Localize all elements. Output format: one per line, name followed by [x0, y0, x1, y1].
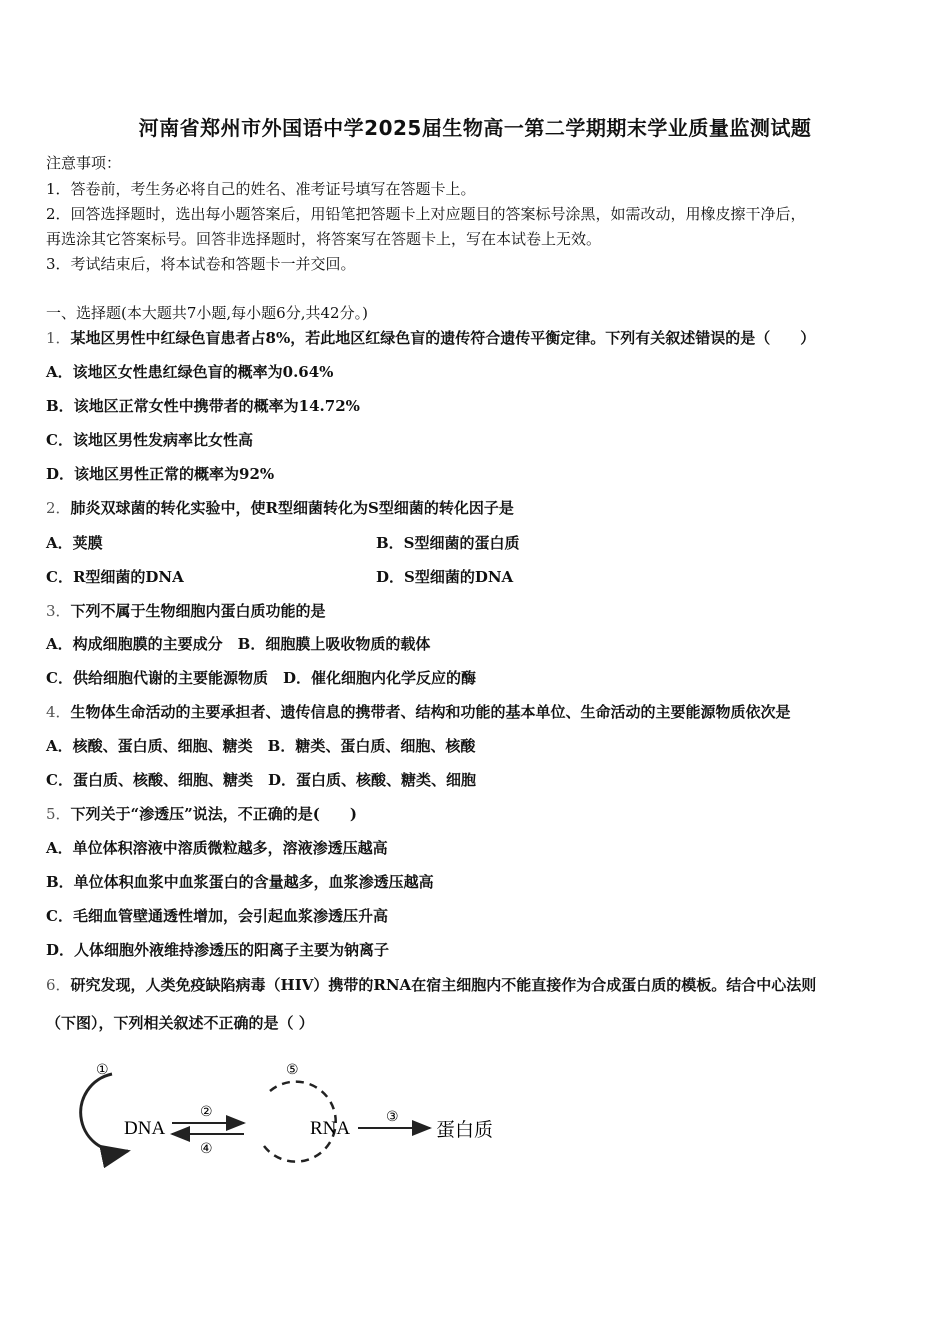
option: C．供给细胞代谢的主要能源物质 D．催化细胞内化学反应的酶 [46, 669, 476, 687]
question-text: 研究发现，人类免疫缺陷病毒（HIV）携带的RNA在宿主细胞内不能直接作为合成蛋白质的模板。结合中心法则 [70, 976, 817, 994]
section-heading: 一、选择题(本大题共7小题,每小题6分,共42分。) [46, 304, 368, 322]
question-4 [46, 701, 791, 722]
question-number: 3． [46, 602, 71, 620]
label-4: ④ [200, 1141, 213, 1157]
question-number: 2． [46, 499, 71, 517]
label-3: ③ [386, 1109, 399, 1125]
rna-label: RNA [310, 1118, 351, 1139]
question-1 [46, 327, 815, 348]
option: A．单位体积溶液中溶质微粒越多，溶液渗透压越高 [46, 839, 388, 857]
question-text-continued: （下图），下列相关叙述不正确的是（ ） [46, 1014, 314, 1032]
question-text: 生物体生命活动的主要承担者、遗传信息的携带者、结构和功能的基本单位、生命活动的主要能源物质依次是 [70, 703, 791, 721]
option: A．核酸、蛋白质、细胞、糖类 B．糖类、蛋白质、细胞、核酸 [46, 737, 476, 755]
page-title: 河南省郑州市外国语中学2025届生物高一第二学期期末学业质量监测试题 [138, 116, 812, 140]
option: B．该地区正常女性中携带者的概率为14.72% [46, 397, 360, 415]
notice-item: 3．考试结束后，将本试卷和答题卡一并交回。 [46, 255, 356, 273]
question-6 [46, 974, 816, 995]
question-number: 5． [46, 805, 71, 823]
question-text: 下列关于“渗透压”说法，不正确的是( ) [70, 805, 357, 823]
label-2: ② [200, 1104, 213, 1120]
replication-arrow [81, 1074, 128, 1152]
option: B．S型细菌的蛋白质 [376, 534, 520, 552]
notice-item: 1．答卷前，考生务必将自己的姓名、准考证号填写在答题卡上。 [46, 180, 476, 198]
question-3 [46, 600, 326, 621]
option: A．构成细胞膜的主要成分 B．细胞膜上吸收物质的载体 [46, 635, 431, 653]
option: B．单位体积血浆中血浆蛋白的含量越多，血浆渗透压越高 [46, 873, 434, 891]
option: C．蛋白质、核酸、细胞、糖类 D．蛋白质、核酸、糖类、细胞 [46, 771, 476, 789]
question-text: 肺炎双球菌的转化实验中，使R型细菌转化为S型细菌的转化因子是 [70, 499, 514, 517]
label-1: ① [96, 1062, 109, 1078]
option: D．人体细胞外液维持渗透压的阳离子主要为钠离子 [46, 941, 390, 959]
notice-item: 再选涂其它答案标号。回答非选择题时，将答案写在答题卡上，写在本试卷上无效。 [46, 230, 602, 248]
question-2 [46, 497, 514, 518]
option: C．毛细血管壁通透性增加，会引起血浆渗透压升高 [46, 907, 388, 925]
question-text: 某地区男性中红绿色盲患者占8%，若此地区红绿色盲的遗传符合遗传平衡定律。下列有关叙述错误的是（ ） [70, 329, 816, 347]
question-5 [46, 803, 357, 824]
question-number: 4． [46, 703, 71, 721]
option: C．该地区男性发病率比女性高 [46, 431, 253, 449]
option: A．该地区女性患红绿色盲的概率为0.64% [46, 363, 334, 381]
notice-heading: 注意事项： [46, 154, 122, 172]
question-number: 6． [46, 976, 71, 994]
option: A．荚膜 [46, 534, 103, 552]
option: C．R型细菌的DNA [46, 568, 184, 586]
option: D．S型细菌的DNA [376, 568, 514, 586]
protein-label: 蛋白质 [436, 1119, 494, 1141]
notice-item: 2．回答选择题时，选出每小题答案后，用铅笔把答题卡上对应题目的答案标号涂黑，如需改动，用橡皮擦干净后， [46, 205, 806, 223]
question-number: 1． [46, 329, 71, 347]
label-5: ⑤ [286, 1062, 299, 1078]
central-dogma-diagram [50, 1046, 520, 1176]
dna-label: DNA [124, 1118, 166, 1139]
question-text: 下列不属于生物细胞内蛋白质功能的是 [70, 602, 326, 620]
option: D．该地区男性正常的概率为92% [46, 465, 275, 483]
